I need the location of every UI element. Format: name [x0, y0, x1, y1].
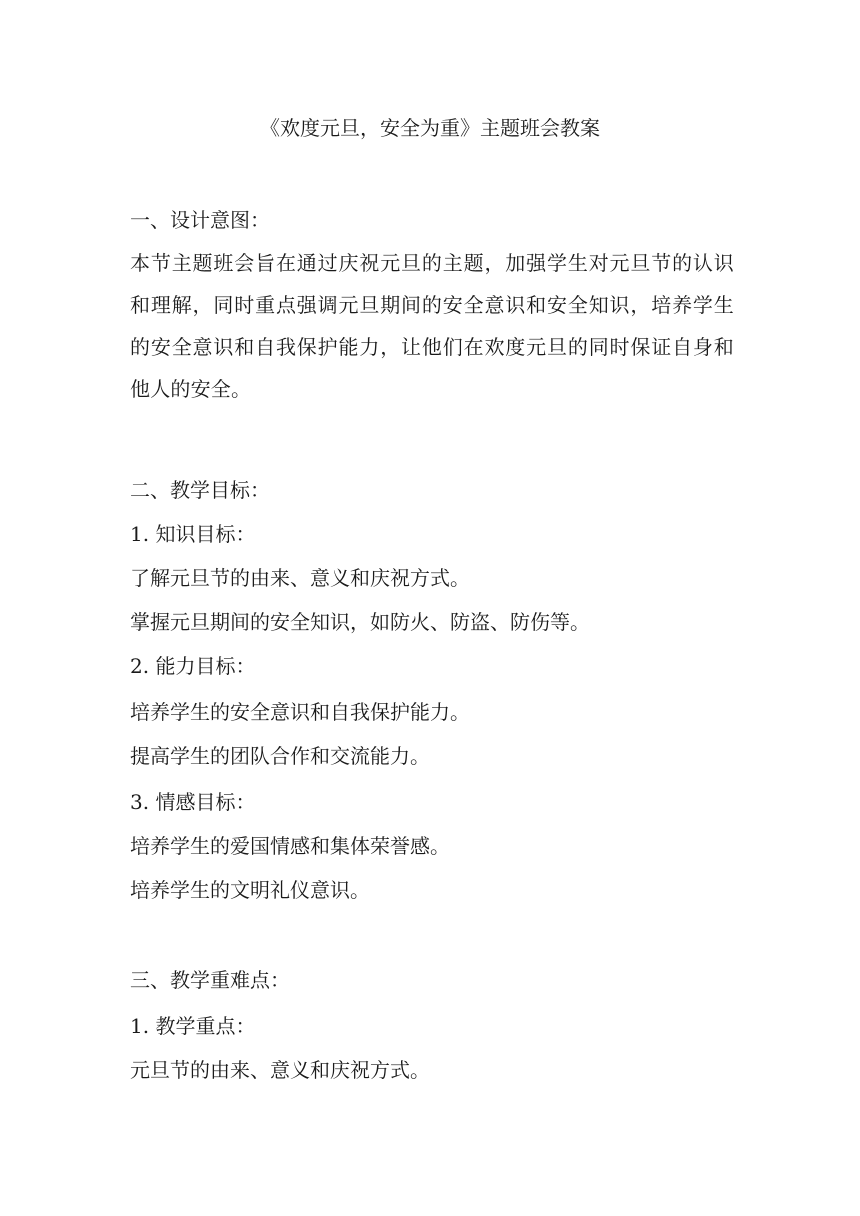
- goal-ability-item: 培养学生的安全意识和自我保护能力。: [130, 700, 470, 724]
- key-point-item: 元旦节的由来、意义和庆祝方式。: [130, 1058, 430, 1082]
- document-title: 《欢度元旦，安全为重》主题班会教案: [260, 116, 600, 140]
- goal-ability-item: 提高学生的团队合作和交流能力。: [130, 744, 430, 768]
- goal-emotion-label: 3. 情感目标：: [130, 790, 256, 814]
- goal-knowledge-item: 掌握元旦期间的安全知识，如防火、防盗、防伤等。: [130, 610, 590, 634]
- goal-knowledge-label: 1. 知识目标：: [130, 522, 256, 546]
- goal-emotion-item: 培养学生的文明礼仪意识。: [130, 878, 370, 902]
- section-heading-teaching-goals: 二、教学目标：: [130, 478, 270, 502]
- goal-ability-label: 2. 能力目标：: [130, 654, 256, 678]
- section-heading-key-points: 三、教学重难点：: [130, 968, 290, 992]
- design-intent-paragraph: 本节主题班会旨在通过庆祝元旦的主题，加强学生对元旦节的认识和理解，同时重点强调元旦期间的安全意识和安全知识，培养学生的安全意识和自我保护能力，让他们在欢度元旦的同时保证自身和他人的安全。: [130, 251, 734, 401]
- goal-knowledge-item: 了解元旦节的由来、意义和庆祝方式。: [130, 566, 470, 590]
- goal-emotion-item: 培养学生的爱国情感和集体荣誉感。: [130, 834, 450, 858]
- key-point-label: 1. 教学重点：: [130, 1014, 256, 1038]
- section-heading-design-intent: 一、设计意图：: [130, 208, 270, 232]
